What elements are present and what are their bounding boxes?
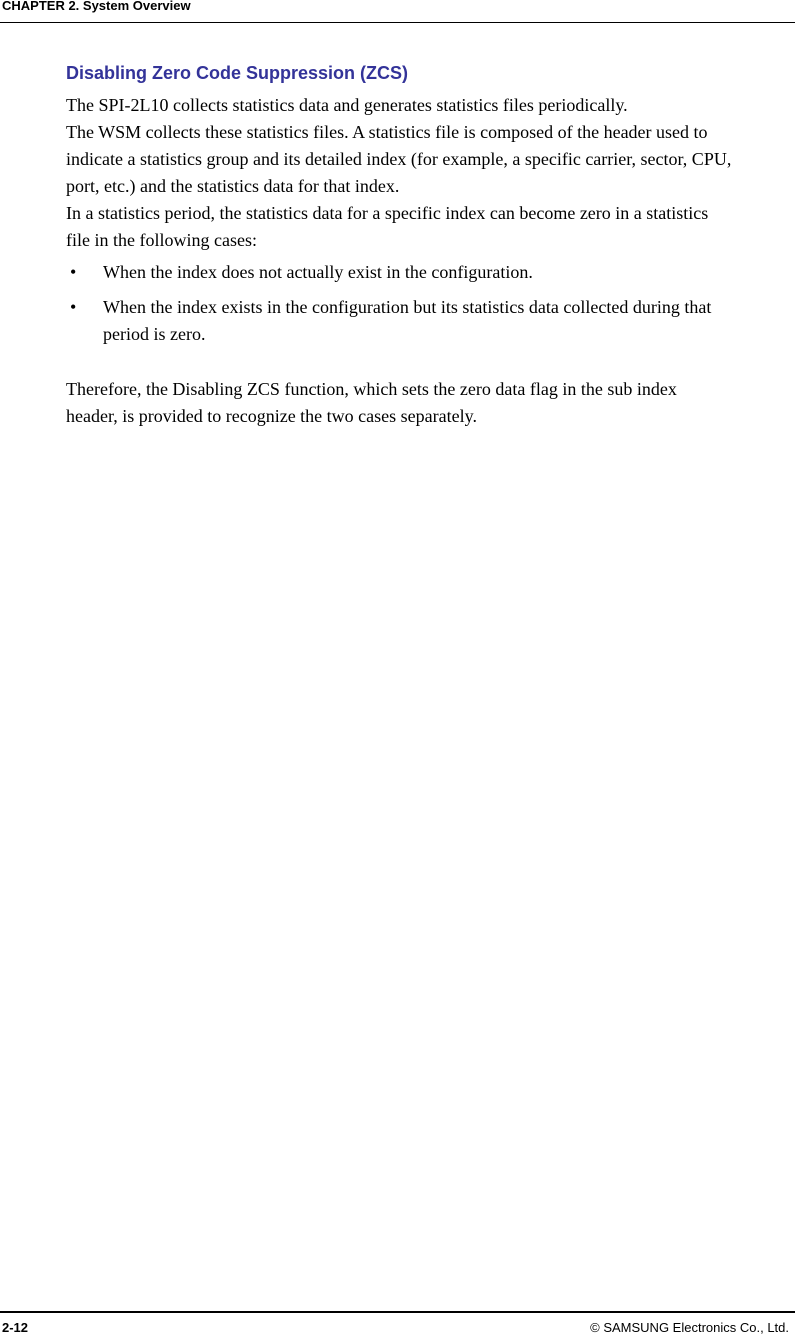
footer-divider xyxy=(0,1311,795,1313)
body-line: Therefore, the Disabling ZCS function, which sets the zero data flag in the sub index xyxy=(66,379,677,399)
body-line: The SPI-2L10 collects statistics data and generates statistics files periodically. xyxy=(66,95,628,115)
body-line: The WSM collects these statistics files. A statistics file is composed of the header used to xyxy=(66,122,708,142)
bullet-text: When the index does not actually exist in the configuration. xyxy=(103,262,533,282)
bullet-text: period is zero. xyxy=(103,324,206,344)
bullet-text: When the index exists in the configuration but its statistics data collected during that xyxy=(103,297,712,317)
chapter-title: CHAPTER 2. System Overview xyxy=(2,0,191,13)
body-line: indicate a statistics group and its detailed index (for example, a specific carrier, sector, CPU, xyxy=(66,149,732,169)
bullet-icon: • xyxy=(70,262,77,282)
body-line: file in the following cases: xyxy=(66,230,257,250)
bullet-icon: • xyxy=(70,297,77,317)
section-title: Disabling Zero Code Suppression (ZCS) xyxy=(66,63,409,83)
copyright-notice: © SAMSUNG Electronics Co., Ltd. xyxy=(590,1320,789,1335)
page-header xyxy=(0,0,795,23)
body-line: In a statistics period, the statistics data for a specific index can become zero in a statistics xyxy=(66,203,709,223)
body-line: port, etc.) and the statistics data for that index. xyxy=(66,176,400,196)
page-number: 2-12 xyxy=(2,1320,29,1335)
body-line: header, is provided to recognize the two cases separately. xyxy=(66,406,477,426)
